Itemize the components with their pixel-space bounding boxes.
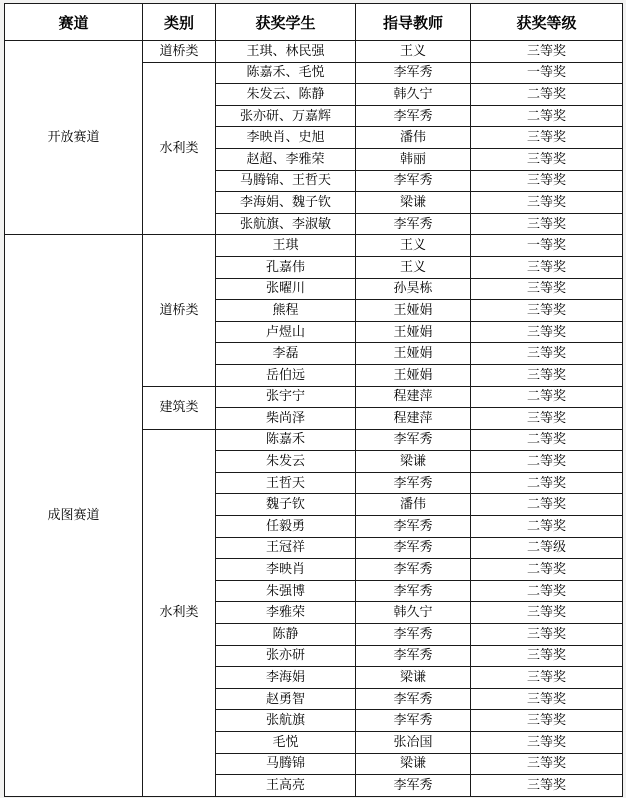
student-cell: 柴尚泽	[216, 408, 356, 430]
teacher-cell: 李军秀	[356, 213, 471, 235]
teacher-cell: 李军秀	[356, 559, 471, 581]
student-cell: 赵超、李雅荣	[216, 148, 356, 170]
student-cell: 马腾锦	[216, 753, 356, 775]
award-cell: 二等奖	[471, 559, 623, 581]
category-cell: 道桥类	[143, 41, 216, 63]
student-cell: 张宇宁	[216, 386, 356, 408]
award-cell: 三等奖	[471, 732, 623, 754]
award-cell: 三等奖	[471, 192, 623, 214]
award-cell: 三等奖	[471, 41, 623, 63]
student-cell: 王冠祥	[216, 537, 356, 559]
header-category: 类别	[143, 4, 216, 41]
award-cell: 二等奖	[471, 516, 623, 538]
awards-table-body	[5, 41, 623, 797]
award-cell: 二等奖	[471, 580, 623, 602]
student-cell: 岳伯远	[216, 364, 356, 386]
student-cell: 李映肖、史旭	[216, 127, 356, 149]
awards-table	[4, 3, 623, 797]
category-cell: 道桥类	[143, 235, 216, 386]
student-cell: 马腾锦、王哲天	[216, 170, 356, 192]
teacher-cell: 王娅娟	[356, 321, 471, 343]
teacher-cell: 李军秀	[356, 472, 471, 494]
teacher-cell: 李军秀	[356, 710, 471, 732]
student-cell: 朱发云	[216, 451, 356, 473]
student-cell: 王琪	[216, 235, 356, 257]
teacher-cell: 李军秀	[356, 775, 471, 797]
teacher-cell: 李军秀	[356, 62, 471, 84]
award-cell: 三等奖	[471, 127, 623, 149]
award-cell: 三等奖	[471, 624, 623, 646]
student-cell: 李雅荣	[216, 602, 356, 624]
category-cell: 建筑类	[143, 386, 216, 429]
teacher-cell: 王义	[356, 235, 471, 257]
category-cell: 水利类	[143, 429, 216, 796]
teacher-cell: 李军秀	[356, 516, 471, 538]
student-cell: 任毅勇	[216, 516, 356, 538]
student-cell: 王高亮	[216, 775, 356, 797]
award-cell: 一等奖	[471, 235, 623, 257]
student-cell: 孔嘉伟	[216, 256, 356, 278]
teacher-cell: 李军秀	[356, 105, 471, 127]
teacher-cell: 韩丽	[356, 148, 471, 170]
student-cell: 张亦研	[216, 645, 356, 667]
award-cell: 三等奖	[471, 602, 623, 624]
student-cell: 李映肖	[216, 559, 356, 581]
student-cell: 张航旗	[216, 710, 356, 732]
teacher-cell: 潘伟	[356, 494, 471, 516]
header-award: 获奖等级	[471, 4, 623, 41]
teacher-cell: 韩久宁	[356, 84, 471, 106]
teacher-cell: 梁谦	[356, 192, 471, 214]
teacher-cell: 李军秀	[356, 429, 471, 451]
award-cell: 三等奖	[471, 321, 623, 343]
student-cell: 熊程	[216, 300, 356, 322]
student-cell: 毛悦	[216, 732, 356, 754]
teacher-cell: 梁谦	[356, 667, 471, 689]
teacher-cell: 李军秀	[356, 688, 471, 710]
category-cell: 水利类	[143, 62, 216, 235]
student-cell: 李海娟	[216, 667, 356, 689]
award-cell: 三等奖	[471, 775, 623, 797]
teacher-cell: 王娅娟	[356, 300, 471, 322]
student-cell: 朱发云、陈静	[216, 84, 356, 106]
award-cell: 一等奖	[471, 62, 623, 84]
teacher-cell: 程建萍	[356, 386, 471, 408]
award-cell: 二等奖	[471, 472, 623, 494]
track-cell: 成图赛道	[5, 235, 143, 796]
award-cell: 三等奖	[471, 300, 623, 322]
teacher-cell: 张冶国	[356, 732, 471, 754]
teacher-cell: 潘伟	[356, 127, 471, 149]
teacher-cell: 李军秀	[356, 645, 471, 667]
student-cell: 李磊	[216, 343, 356, 365]
student-cell: 魏子钦	[216, 494, 356, 516]
award-cell: 二等级	[471, 537, 623, 559]
award-cell: 二等奖	[471, 494, 623, 516]
track-cell: 开放赛道	[5, 41, 143, 235]
award-cell: 二等奖	[471, 386, 623, 408]
student-cell: 陈嘉禾	[216, 429, 356, 451]
teacher-cell: 李军秀	[356, 537, 471, 559]
teacher-cell: 孙昊栋	[356, 278, 471, 300]
header-row	[5, 4, 623, 41]
student-cell: 张亦研、万嘉辉	[216, 105, 356, 127]
header-students: 获奖学生	[216, 4, 356, 41]
award-cell: 二等奖	[471, 105, 623, 127]
teacher-cell: 梁谦	[356, 451, 471, 473]
award-cell: 三等奖	[471, 364, 623, 386]
award-cell: 三等奖	[471, 688, 623, 710]
award-cell: 二等奖	[471, 451, 623, 473]
table-row	[5, 235, 623, 257]
award-cell: 三等奖	[471, 710, 623, 732]
student-cell: 张航旗、李淑敏	[216, 213, 356, 235]
student-cell: 张曜川	[216, 278, 356, 300]
award-cell: 三等奖	[471, 645, 623, 667]
teacher-cell: 程建萍	[356, 408, 471, 430]
teacher-cell: 王义	[356, 41, 471, 63]
teacher-cell: 李军秀	[356, 624, 471, 646]
award-cell: 三等奖	[471, 170, 623, 192]
teacher-cell: 李军秀	[356, 170, 471, 192]
award-cell: 三等奖	[471, 343, 623, 365]
student-cell: 李海娟、魏子钦	[216, 192, 356, 214]
teacher-cell: 李军秀	[356, 580, 471, 602]
student-cell: 朱强博	[216, 580, 356, 602]
teacher-cell: 梁谦	[356, 753, 471, 775]
student-cell: 陈嘉禾、毛悦	[216, 62, 356, 84]
student-cell: 王哲天	[216, 472, 356, 494]
award-cell: 二等奖	[471, 429, 623, 451]
header-teacher: 指导教师	[356, 4, 471, 41]
teacher-cell: 王娅娟	[356, 364, 471, 386]
header-track: 赛道	[5, 4, 143, 41]
student-cell: 赵勇智	[216, 688, 356, 710]
award-cell: 三等奖	[471, 278, 623, 300]
teacher-cell: 王义	[356, 256, 471, 278]
award-cell: 三等奖	[471, 667, 623, 689]
student-cell: 陈静	[216, 624, 356, 646]
award-cell: 二等奖	[471, 84, 623, 106]
award-cell: 三等奖	[471, 213, 623, 235]
award-cell: 三等奖	[471, 753, 623, 775]
student-cell: 卢煜山	[216, 321, 356, 343]
teacher-cell: 王娅娟	[356, 343, 471, 365]
award-cell: 三等奖	[471, 256, 623, 278]
award-cell: 三等奖	[471, 148, 623, 170]
table-row	[5, 41, 623, 63]
teacher-cell: 韩久宁	[356, 602, 471, 624]
student-cell: 王琪、林民强	[216, 41, 356, 63]
award-cell: 三等奖	[471, 408, 623, 430]
